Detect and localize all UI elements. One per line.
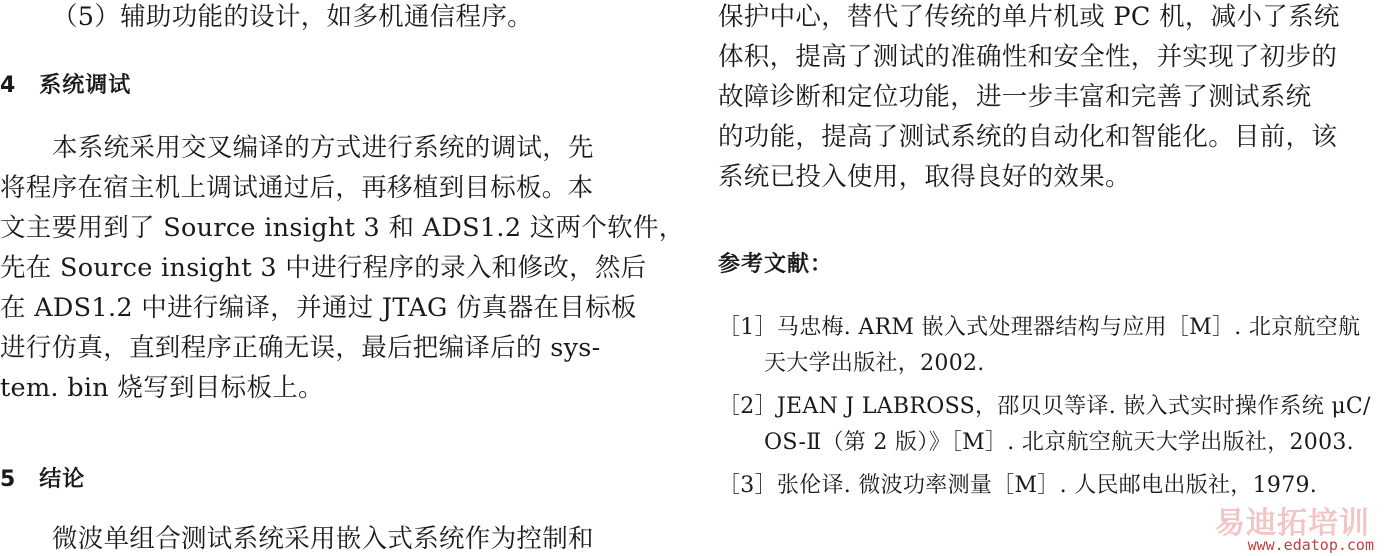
watermark-logo: 易迪拓培训 bbox=[1215, 506, 1370, 541]
paragraph-line: 进行仿真，直到程序正确无误，最后把编译后的 sys- bbox=[0, 333, 601, 363]
reference-3: ［3］张伦译. 微波功率测量［M］. 人民邮电出版社，1979. bbox=[718, 473, 1318, 498]
paragraph-line: tem. bin 烧写到目标板上。 bbox=[0, 373, 324, 403]
reference-1: ［1］马忠梅. ARM 嵌入式处理器结构与应用［M］. 北京航空航 bbox=[718, 315, 1361, 340]
paragraph-line: 文主要用到了 Source insight 3 和 ADS1.2 这两个软件， bbox=[0, 213, 685, 243]
paragraph-line: 保护中心，替代了传统的单片机或 PC 机，减小了系统 bbox=[718, 2, 1340, 32]
item-5-text: （5）辅助功能的设计，如多机通信程序。 bbox=[52, 2, 533, 32]
section-4-heading: 4 系统调试 bbox=[0, 73, 132, 98]
watermark-url: www.edatop.com bbox=[1247, 536, 1374, 554]
paragraph-line: 微波单组合测试系统采用嵌入式系统作为控制和 bbox=[52, 524, 594, 554]
paragraph-line: 将程序在宿主机上调试通过后，再移植到目标板。本 bbox=[0, 173, 594, 203]
paragraph-line: 在 ADS1.2 中进行编译，并通过 JTAG 仿真器在目标板 bbox=[0, 293, 637, 323]
reference-1-continued: 天大学出版社，2002. bbox=[764, 351, 985, 376]
reference-2-continued: OS-Ⅱ（第 2 版）》［M］. 北京航空航天大学出版社，2003. bbox=[764, 430, 1354, 455]
paragraph-line: 的功能，提高了测试系统的自动化和智能化。目前，该 bbox=[718, 122, 1338, 152]
paragraph-line: 先在 Source insight 3 中进行程序的录入和修改，然后 bbox=[0, 253, 647, 283]
paragraph-line: 体积，提高了测试的准确性和安全性，并实现了初步的 bbox=[718, 42, 1338, 72]
paragraph-line: 系统已投入使用，取得良好的效果。 bbox=[718, 162, 1131, 192]
paragraph-line: 故障诊断和定位功能，进一步丰富和完善了测试系统 bbox=[718, 82, 1312, 112]
references-heading: 参考文献： bbox=[718, 252, 834, 277]
watermark bbox=[1184, 498, 1374, 556]
reference-2: ［2］JEAN J LABROSS，邵贝贝等译. 嵌入式实时操作系统 μC/ bbox=[718, 394, 1371, 419]
paragraph-line: 本系统采用交叉编译的方式进行系统的调试，先 bbox=[52, 133, 594, 163]
section-5-heading: 5 结论 bbox=[0, 467, 86, 492]
